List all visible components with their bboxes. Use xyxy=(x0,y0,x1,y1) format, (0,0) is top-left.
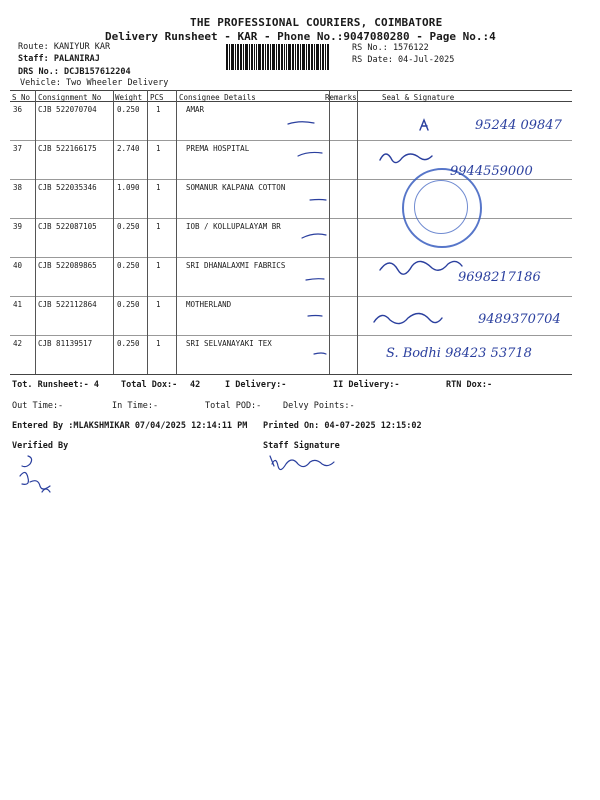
vehicle-label: Vehicle: Two Wheeler Delivery xyxy=(20,78,169,88)
staff-label: Staff: PALANIRAJ xyxy=(18,54,100,64)
row-consignee: IOB / KOLLUPALAYAM BR xyxy=(186,222,281,231)
col-consignment: Consignment No xyxy=(38,93,102,102)
row-consignment: CJB 522089865 xyxy=(38,261,97,270)
row-consignment: CJB 522087105 xyxy=(38,222,97,231)
in-time: In Time:- xyxy=(112,401,159,411)
barcode xyxy=(226,44,346,70)
ii-delivery: II Delivery:- xyxy=(333,380,400,390)
row-sno: 39 xyxy=(13,222,23,231)
row-consignment: CJB 522070704 xyxy=(38,105,97,114)
total-dox-label: Total Dox:- xyxy=(121,380,178,390)
row-consignee: SOMANUR KALPANA COTTON xyxy=(186,183,286,192)
row-sno: 42 xyxy=(13,339,23,348)
row-sno: 36 xyxy=(13,105,23,114)
handwritten-phone-36: 95244 09847 xyxy=(475,118,562,133)
staff-signature xyxy=(266,452,346,476)
col-remarks: Remarks xyxy=(325,93,357,102)
handwritten-phone-41: 9489370704 xyxy=(478,312,561,327)
handwritten-signatures xyxy=(370,110,580,375)
rs-date: RS Date: 04-Jul-2025 xyxy=(352,55,455,65)
printed-on: Printed On: 04-07-2025 12:15:02 xyxy=(263,421,422,431)
row-consignment: CJB 522112864 xyxy=(38,300,97,309)
rtn-dox: RTN Dox:- xyxy=(446,380,493,390)
row-weight: 2.740 xyxy=(117,144,140,153)
remark-strokes xyxy=(280,100,335,375)
row-consignment: CJB 522035346 xyxy=(38,183,97,192)
total-dox-value: 42 xyxy=(190,380,201,390)
row-pcs: 1 xyxy=(156,300,161,309)
delvy-points: Delvy Points:- xyxy=(283,401,355,411)
row-sno: 38 xyxy=(13,183,23,192)
row-consignee: AMAR xyxy=(186,105,205,114)
col-seal-signature: Seal & Signature xyxy=(382,93,455,102)
handwritten-signature-42: S. Bodhi 98423 53718 xyxy=(386,346,532,361)
row-weight: 0.250 xyxy=(117,300,140,309)
route-label: Route: KANIYUR KAR xyxy=(18,42,111,52)
col-consignee: Consignee Details xyxy=(179,93,256,102)
col-sno: S No xyxy=(12,93,31,102)
verified-by-label: Verified By xyxy=(12,441,69,451)
total-pod: Total POD:- xyxy=(205,401,262,411)
row-weight: 0.250 xyxy=(117,339,140,348)
company-title: THE PROFESSIONAL COURIERS, COIMBATORE xyxy=(190,16,443,29)
row-pcs: 1 xyxy=(156,105,161,114)
staff-signature-label: Staff Signature xyxy=(263,441,340,451)
row-sno: 41 xyxy=(13,300,23,309)
row-pcs: 1 xyxy=(156,339,161,348)
row-pcs: 1 xyxy=(156,144,161,153)
row-pcs: 1 xyxy=(156,222,161,231)
row-sno: 37 xyxy=(13,144,23,153)
row-consignee: SRI DHANALAXMI FABRICS xyxy=(186,261,286,270)
total-runsheet: Tot. Runsheet:- 4 xyxy=(12,380,99,390)
entered-by: Entered By :MLAKSHMIKAR 07/04/2025 12:14:11 PM xyxy=(12,421,248,431)
handwritten-phone-40: 9698217186 xyxy=(458,270,541,285)
row-consignee: PREMA HOSPITAL xyxy=(186,144,250,153)
col-weight: Weight xyxy=(115,93,143,102)
out-time: Out Time:- xyxy=(12,401,64,411)
row-sno: 40 xyxy=(13,261,23,270)
drs-number: DRS No.: DCJB157612204 xyxy=(18,67,131,77)
row-weight: 0.250 xyxy=(117,105,140,114)
rs-number: RS No.: 1576122 xyxy=(352,43,429,53)
row-pcs: 1 xyxy=(156,183,161,192)
row-consignee: SRI SELVANAYAKI TEX xyxy=(186,339,272,348)
row-weight: 1.090 xyxy=(117,183,140,192)
col-pcs: PCS xyxy=(150,93,164,102)
handwritten-phone-37: 9944559000 xyxy=(450,164,533,179)
row-weight: 0.250 xyxy=(117,261,140,270)
runsheet-subtitle: Delivery Runsheet - KAR - Phone No.:9047080280 - Page No.:4 xyxy=(105,30,496,43)
row-weight: 0.250 xyxy=(117,222,140,231)
row-consignment: CJB 522166175 xyxy=(38,144,97,153)
row-consignment: CJB 81139517 xyxy=(38,339,93,348)
verifier-signature xyxy=(14,452,64,502)
row-pcs: 1 xyxy=(156,261,161,270)
row-consignee: MOTHERLAND xyxy=(186,300,232,309)
i-delivery: I Delivery:- xyxy=(225,380,287,390)
